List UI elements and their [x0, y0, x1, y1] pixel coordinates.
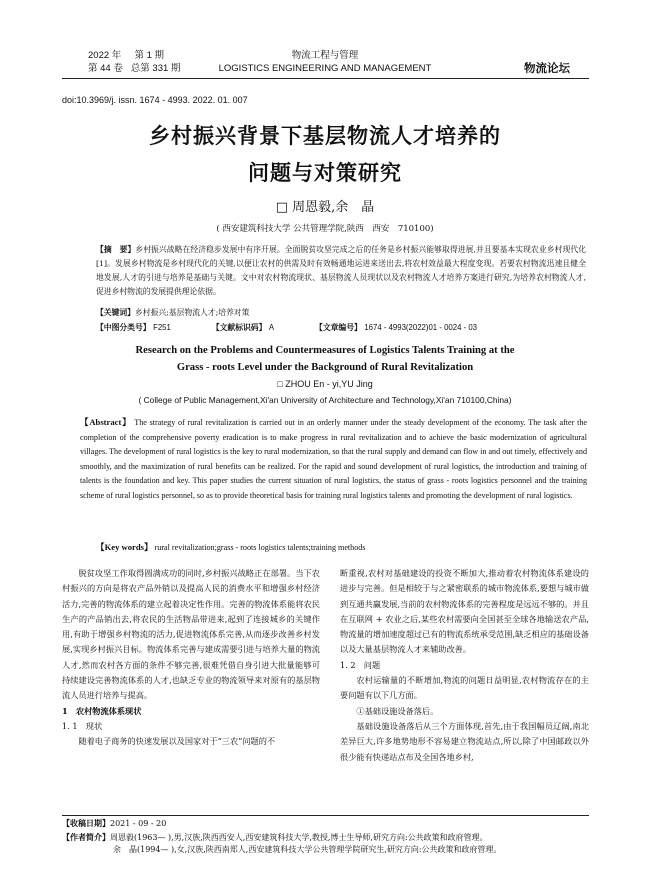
header-volume: 第 44 卷 — [88, 63, 123, 74]
received-value: 2021 - 09 - 20 — [110, 819, 167, 828]
author-bio-1-text: 周恩毅(1963— ),男,汉族,陕西西安人,西安建筑科技大学,教授,博士生导师,研究方向:公共政策和政府管理。 — [110, 832, 488, 842]
affiliation-cn: ( 西安建筑科技大学 公共管理学院,陕西 西安 710100) — [216, 224, 434, 234]
keywords-en-text: rural revitalization;grass - roots logistics talents;training methods — [154, 543, 366, 552]
keywords-en-label: 【Key words】 — [96, 542, 153, 552]
body-left-paragraph-2: 随着电子商务的快速发展以及国家对于“三农”问题的不 — [78, 736, 276, 747]
header-year-issue — [88, 49, 164, 62]
abstract-en-text: The strategy of rural revitalization is carried out in an orderly manner under the steady development of the economy. The task after the completion of the comprehensive poverty eradication is to make progress in rural revitalization and to achieve the basic modernization of agricultural villages. The development of rural logistics is the key to rural modernization, so that the rural supply and demand can flow in and out timely, effectively and smoothly, and the maximization of rural benefits can be realized. For the rapid and sound development of rural logistics, the introduction and training of talents is the foundation and key. This paper studies the current situation of rural logistics, the status of grass - roots logistics personnel and the training scheme of rural logistics personnel, so as to provide theoretical basis for training rural logistics talents and promoting the development of rural logistics. — [80, 418, 588, 500]
classification-line — [96, 321, 586, 335]
received-label: 【收稿日期】 — [62, 818, 110, 828]
abstract-en — [80, 415, 587, 503]
header-total-issue: 总第 331 期 — [130, 63, 181, 74]
abstract-cn-label: 【摘 要】 — [96, 245, 136, 254]
author-bio-1 — [62, 831, 589, 845]
doc-code-value: A — [268, 323, 275, 332]
section-heading-1: 1 农村物流体系现状 — [62, 705, 142, 716]
body-right-paragraph-3: ①基础设施设备落后。 — [356, 705, 439, 716]
title-en-line1: Research on the Problems and Countermeasures of Logistics Talents Training at the — [135, 345, 515, 356]
subsection-heading-1-2: 1. 2 问题 — [340, 659, 381, 670]
header-year: 2022 年 — [88, 50, 122, 61]
header-journal-cn: 物流工程与管理 — [291, 50, 359, 61]
clc-label: 【中图分类号】 — [96, 323, 151, 332]
article-no-label: 【文章编号】 — [315, 323, 362, 332]
authors-en: □ ZHOU En - yi,YU Jing — [277, 379, 373, 389]
received-date — [62, 817, 589, 831]
body-right-column — [340, 566, 589, 765]
body-right-paragraph-4: 基础设施设备落后从三个方面体现,首先,由于我国幅员辽阔,南北差异巨大,许多地势地形不容易建立物流站点,所以,除了中国邮政以外很少能有快递站点布及全国各地乡村, — [340, 720, 589, 762]
keywords-cn-text: 乡村振兴;基层物流人才;培养对策 — [134, 308, 250, 317]
keywords-en — [96, 540, 586, 556]
doc-code-label: 【文献标识码】 — [211, 323, 267, 332]
abstract-cn-text: 乡村振兴战略在经济稳步发展中有序开展。全面脱贫攻坚完成之后的任务是乡村振兴能够取得进展,并且要基本实现农业乡村现代化[1]。发展乡村物流是乡村现代化的关键,以便让农村的供需及时有效畅通地运进来送出去,将农村效益最大程度变现。若要农村物流迅速且健全地发展,人才的引进与培养是基础与关键。文中对农村物流现状、基层物流人员现状以及农村物流人才培养方案进行研究,为培养农村物流人才,促进乡村物流的发展提供理论依据。 — [96, 245, 587, 296]
body-right-paragraph-2: 农村运输量的不断增加,物流的问题日益明显,农村物流存在的主要问题有以下几方面。 — [340, 675, 589, 701]
section-title: 物流论坛 — [524, 61, 570, 75]
affiliation-en: ( College of Public Management,Xi'an University of Architecture and Technology,Xi'an 710100,China) — [138, 395, 512, 405]
keywords-cn — [96, 306, 586, 320]
authors-cn: □ 周恩毅,余 晶 — [275, 200, 375, 215]
header-issue: 第 1 期 — [134, 50, 165, 61]
author-bio-2: 余 晶(1994— ),女,汉族,陕西南郑人,西安建筑科技大学公共管理学院研究生,研究方向:公共政策和政府管理。 — [113, 845, 502, 854]
footnote-rule — [62, 815, 589, 816]
body-right-paragraph-1: 断重视,农村对基础建设的投资不断加大,推动着农村物流体系建设的进步与完善。但是相较于与之紧密联系的城市物流体系,要想与城市做到互通共赢发展,当前的农村物流体系的完善程度是远远不够的。并且在互联网 + 农业之后,某些农村需要向全国甚至全球各地输送农产品,物流量的增加速度超过已有的物流系统承受范围,缺乏相应的基础设备以及大量基层物流人才来辅助改善。 — [340, 568, 589, 655]
body-left-paragraph-1: 脱贫攻坚工作取得圆满成功的同时,乡村振兴战略正在部署。当下农村振兴的方向是将农产品外销以及提高人民的消费水平和增强乡村经济活力,完善的物流体系的建立起着决定性作用。完善的物流体系能将农民生产的产品销出去,将农民的生活物品带进来,起到了连接城乡的关键作用,有助于增强乡村物流的活力,促进物流体系完善,从而逐步改善乡村发展,实现乡村振兴目标。物流体系完善与建成需要引进与培养大量的物流人才,然而农村各方面的条件不够完善,很难凭借自身引进大批量能够可持续建设完善物流体系的人才,也缺乏专业的物流领导来对原有的基层物流人员进行培养与提高。 — [62, 568, 320, 701]
title-cn-line1: 乡村振兴背景下基层物流人才培养的 — [149, 124, 501, 148]
footnotes — [62, 817, 589, 857]
author-bio-label: 【作者简介】 — [62, 831, 110, 842]
header-rule — [62, 78, 589, 79]
subsection-heading-1-1: 1. 1 现状 — [62, 720, 103, 731]
body-left-column — [62, 566, 320, 750]
clc-value: F251 — [153, 323, 171, 332]
title-cn-line2: 问题与对策研究 — [248, 161, 402, 185]
abstract-cn — [96, 243, 586, 299]
doi: doi:10.3969/j. issn. 1674 - 4993. 2022. 01. 007 — [62, 95, 248, 105]
abstract-en-label: 【Abstract】 — [80, 417, 132, 427]
header-volume-total — [88, 62, 180, 75]
article-no-value: 1674 - 4993(2022)01 - 0024 - 03 — [364, 323, 478, 332]
keywords-cn-label: 【关键词】 — [96, 308, 135, 317]
title-en-line2: Grass - roots Level under the Background of Rural Revitalization — [176, 362, 474, 373]
header-journal-en: LOGISTICS ENGINEERING AND MANAGEMENT — [218, 63, 432, 74]
